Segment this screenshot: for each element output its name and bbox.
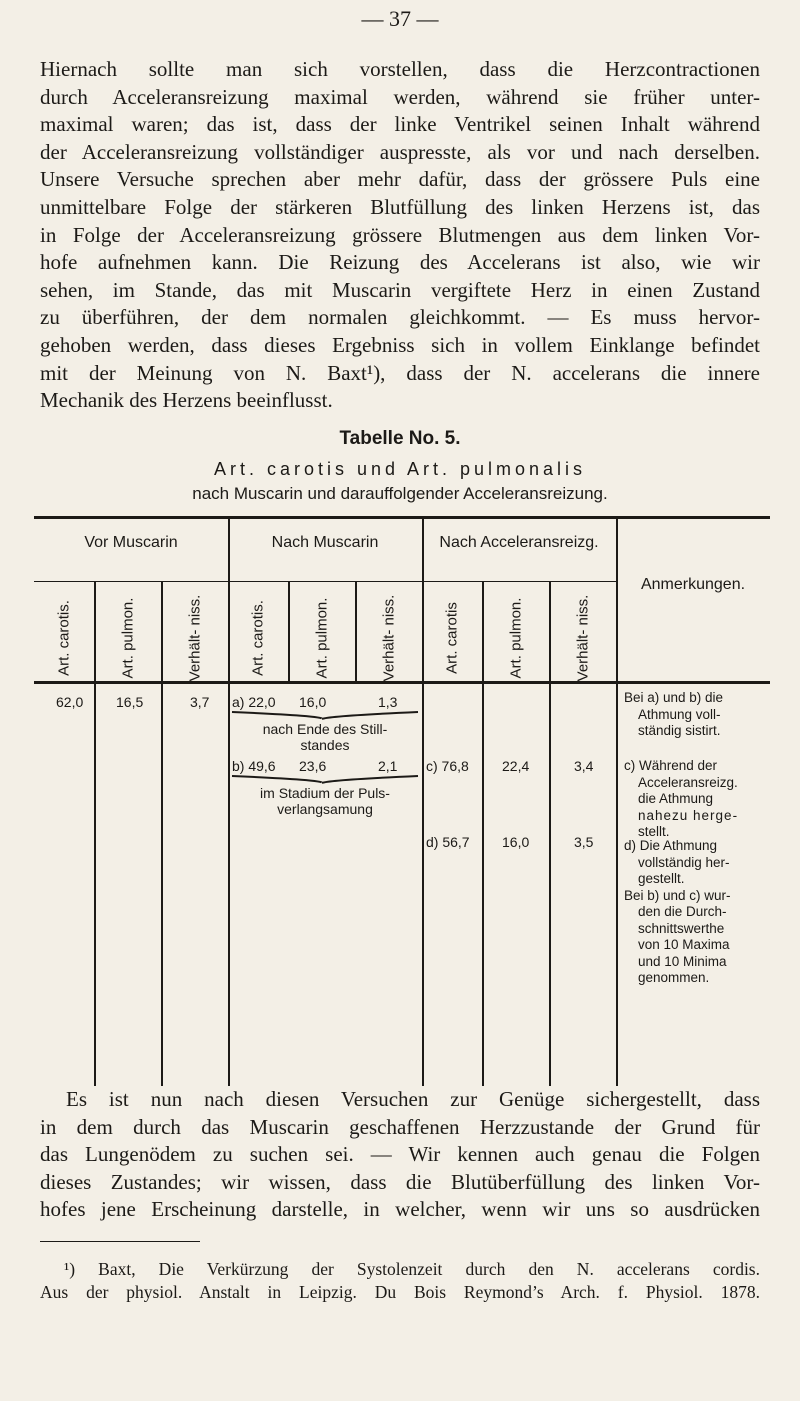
table-title: Tabelle No. 5. [339, 428, 461, 449]
column-divider [355, 582, 357, 682]
column-divider [422, 516, 424, 1086]
column-header: Art. carotis [443, 602, 461, 674]
column-header: Art. carotis. [249, 600, 267, 676]
text-line: dieses Zustandes; wir wissen, dass die Blutüberfüllung des linken Vor- [40, 1169, 760, 1194]
column-divider [616, 516, 618, 1086]
page-number: — 37 — [361, 6, 439, 31]
column-header: Verhält- niss. [186, 594, 204, 682]
data-table [34, 516, 770, 1086]
cell-value: d) 56,7 [426, 834, 470, 850]
group-header-nach-accelerans: Nach Acceleransreizg. [439, 534, 599, 551]
text-line: Es ist nun nach diesen Versuchen zur Genüge sichergestellt, dass [66, 1087, 760, 1111]
note-c: c) Während der Acceleransreizg. die Athmung nahezu herge- stellt. [624, 758, 739, 839]
footnote-line: Aus der physiol. Anstalt in Leipzig. Du Bois Reymond’s Arch. f. Physiol. 1878. [40, 1282, 760, 1302]
text-line: Unsere Versuche sprechen aber mehr dafür, dass der grössere Puls eine [40, 167, 760, 192]
column-divider [288, 582, 290, 682]
text-line: hofe aufnehmen kann. Die Reizung des Accelerans ist also, wie wir [40, 250, 760, 275]
cell-value: 16,5 [116, 694, 144, 710]
column-header: Verhält- niss. [380, 594, 398, 682]
group-header-vor-muscarin: Vor Muscarin [84, 534, 178, 551]
paragraph-2 [40, 1086, 760, 1224]
column-header: Verhält- niss. [574, 594, 592, 682]
text-line: in Folge der Acceleransreizung grössere Blutmengen aus dem linken Vor- [40, 222, 760, 247]
column-header-anmerkungen: Anmerkungen. [640, 576, 746, 593]
column-divider [161, 582, 163, 1086]
table-subtitle: Art. carotis und Art. pulmonalis [213, 459, 587, 479]
text-line: mit der Meinung von N. Baxt¹), dass der N. accelerans die innere [40, 360, 760, 385]
cell-value: 16,0 [502, 834, 530, 850]
cell-value: 22,4 [502, 758, 530, 774]
cell-value: 16,0 [299, 694, 327, 710]
cell-value: 23,6 [299, 758, 327, 774]
group-header-rule [34, 581, 616, 582]
note-ab: Bei a) und b) die Athmung voll- ständig sistirt. [624, 690, 724, 738]
text-line: der Acceleransreizung vollständiger auspresste, als vor und nach derselben. [40, 139, 760, 164]
cell-value: c) 76,8 [426, 758, 469, 774]
table-subtitle-2: nach Muscarin und darauffolgender Acceleransreizung. [192, 484, 608, 503]
text-line: maximal waren; das ist, dass der linke Ventrikel seinen Inhalt während [40, 112, 760, 137]
header-bottom-rule [34, 681, 770, 684]
column-header: Art. pulmon. [119, 597, 137, 679]
table-top-rule [34, 516, 770, 519]
cell-value: 2,1 [378, 758, 398, 774]
text-line: hofes jene Erscheinung darstelle, in welcher, wenn wir uns so ausdrücken [40, 1197, 760, 1222]
brace-icon [230, 774, 420, 784]
group-header-nach-muscarin: Nach Muscarin [271, 534, 379, 551]
column-divider [94, 582, 96, 1086]
text-line: durch Acceleransreizung maximal werden, während sie früher unter- [40, 84, 760, 109]
cell-value: 3,7 [190, 694, 210, 710]
paragraph-1 [40, 56, 760, 415]
column-header: Art. pulmon. [313, 597, 331, 679]
text-line: gehoben werden, dass dieses Ergebniss sich in vollem Einklange befindet [40, 332, 760, 357]
text-line: unmittelbare Folge der stärkeren Blutfüllung des linken Herzens ist, das [40, 194, 760, 219]
cell-value: 62,0 [56, 694, 84, 710]
cell-value: 3,5 [574, 834, 594, 850]
column-header: Art. carotis. [55, 600, 73, 676]
text-line: sehen, im Stande, das mit Muscarin vergiftete Herz in einen Zustand [40, 277, 760, 302]
row-note: nach Ende des Still- standes [262, 721, 388, 753]
text-line: Mechanik des Herzens beeinflusst. [40, 388, 333, 413]
footnote-line: ¹) Baxt, Die Verkürzung der Systolenzeit durch den N. accelerans cordis. [64, 1259, 760, 1279]
text-line: in dem durch das Muscarin geschaffenen Herzzustande der Grund für [40, 1114, 760, 1139]
row-note: im Stadium der Puls- verlangsamung [260, 785, 390, 817]
column-divider [549, 582, 551, 1086]
text-line: zu überführen, der dem normalen gleichkommt. — Es muss hervor- [40, 305, 760, 330]
cell-value: a) 22,0 [232, 694, 276, 710]
brace-icon [230, 710, 420, 720]
column-divider [482, 582, 484, 1086]
cell-value: 1,3 [378, 694, 398, 710]
footnote [40, 1258, 760, 1304]
column-header: Art. pulmon. [507, 597, 525, 679]
footnote-rule [40, 1241, 200, 1242]
cell-value: b) 49,6 [232, 758, 276, 774]
note-d: d) Die Athmung vollständig her- gestellt. Bei b) und c) wur- den die Durch- schnittswerthe von 10 Maxima und 10 Minima genommen. [624, 838, 731, 985]
text-line: das Lungenödem zu suchen sei. — Wir kennen auch genau die Folgen [40, 1142, 760, 1167]
text-line: Hiernach sollte man sich vorstellen, dass die Herzcontractionen [40, 57, 760, 81]
cell-value: 3,4 [574, 758, 594, 774]
